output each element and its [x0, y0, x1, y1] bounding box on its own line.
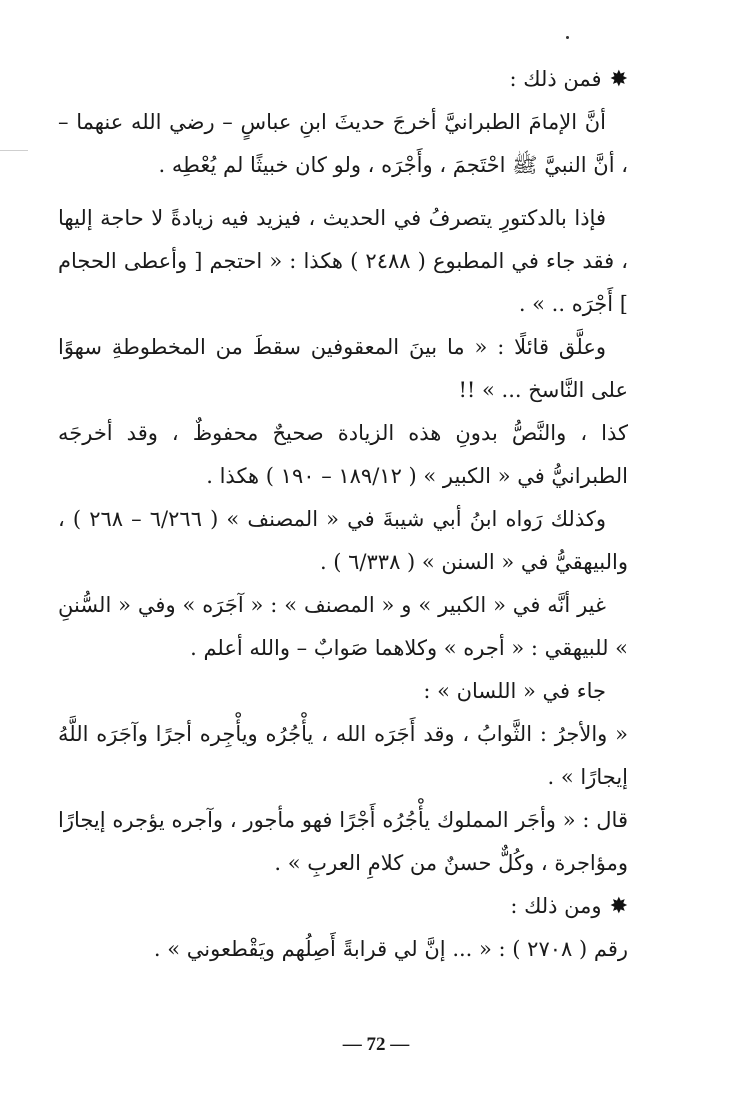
paragraph: كذا ، والنَّصُّ بدونِ هذه الزيادة صحيحٌ محفوظٌ ، وقد أخرجَه الطبرانيُّ في « الكبير » ( ١٨٩/١٢ – ١٩٠ ) هكذا .	[58, 421, 628, 488]
paragraph: رقم ( ٢٧٠٨ ) : « ... إنَّ لي قرابةً أَصِلُهم ويَقْطعوني » .	[153, 937, 628, 961]
paragraph: فإذا بالدكتورِ يتصرفُ في الحديث ، فيزيد فيه زيادةً لا حاجة إليها ، فقد جاء في المطبوع ( ٢٤٨٨ ) هكذا : « احتجم [ وأعطى الحجام ] أَجْرَه .. » .	[58, 206, 628, 316]
star-bullet-icon: ✸	[609, 894, 628, 919]
section-heading-text: ومن ذلك :	[510, 894, 602, 918]
page-number: — 72 —	[342, 1034, 410, 1055]
margin-mark	[0, 150, 28, 151]
paragraph: جاء في « اللسان » :	[423, 679, 606, 703]
quote-paragraph: « والأجرُ : الثَّوابُ ، وقد أَجَرَه الله ، يأْجُرُه ويأْجِره أجرًا وآجَرَه اللَّهُ إيجارًا » .	[58, 722, 628, 789]
paragraph: غير أنَّه في « الكبير » و « المصنف » : « آجَرَه » وفي « السُّننِ » للبيهقي : « أجره » وكلاهما صَوابٌ – والله أعلم .	[58, 593, 628, 660]
star-bullet-icon: ✸	[609, 67, 628, 92]
section-heading-1	[58, 58, 628, 101]
page-body	[58, 58, 628, 971]
paragraph: أنَّ الإمامَ الطبرانيَّ أخرجَ حديثَ ابنِ عباسٍ – رضي الله عنهما – ، أنَّ النبيَّ ﷺ احْتَجمَ ، وأَجْرَه ، ولو كان خبيثًا لم يُعْطِه .	[58, 110, 628, 177]
section-heading-text: فمن ذلك :	[509, 67, 602, 91]
paragraph: وكذلك رَواه ابنُ أبي شيبةَ في « المصنف » ( ٦/٢٦٦ – ٢٦٨ ) ، والبيهقيُّ في « السنن » ( ٦/٣٣٨ ) .	[58, 507, 628, 574]
section-heading-2	[58, 885, 628, 928]
paragraph: وعلَّق قائلًا : « ما بينَ المعقوفين سقطَ من المخطوطةِ سهوًا على النَّاسخ ... » !!	[58, 335, 628, 402]
quote-paragraph: قال : « وأجَر المملوك يأْجُرُه أَجْرًا فهو مأجور ، وآجره يؤجره إيجارًا ومؤاجرة ، وكُلٌّ حسنٌ من كلامِ العربِ » .	[58, 808, 628, 875]
ink-dot	[566, 36, 569, 39]
